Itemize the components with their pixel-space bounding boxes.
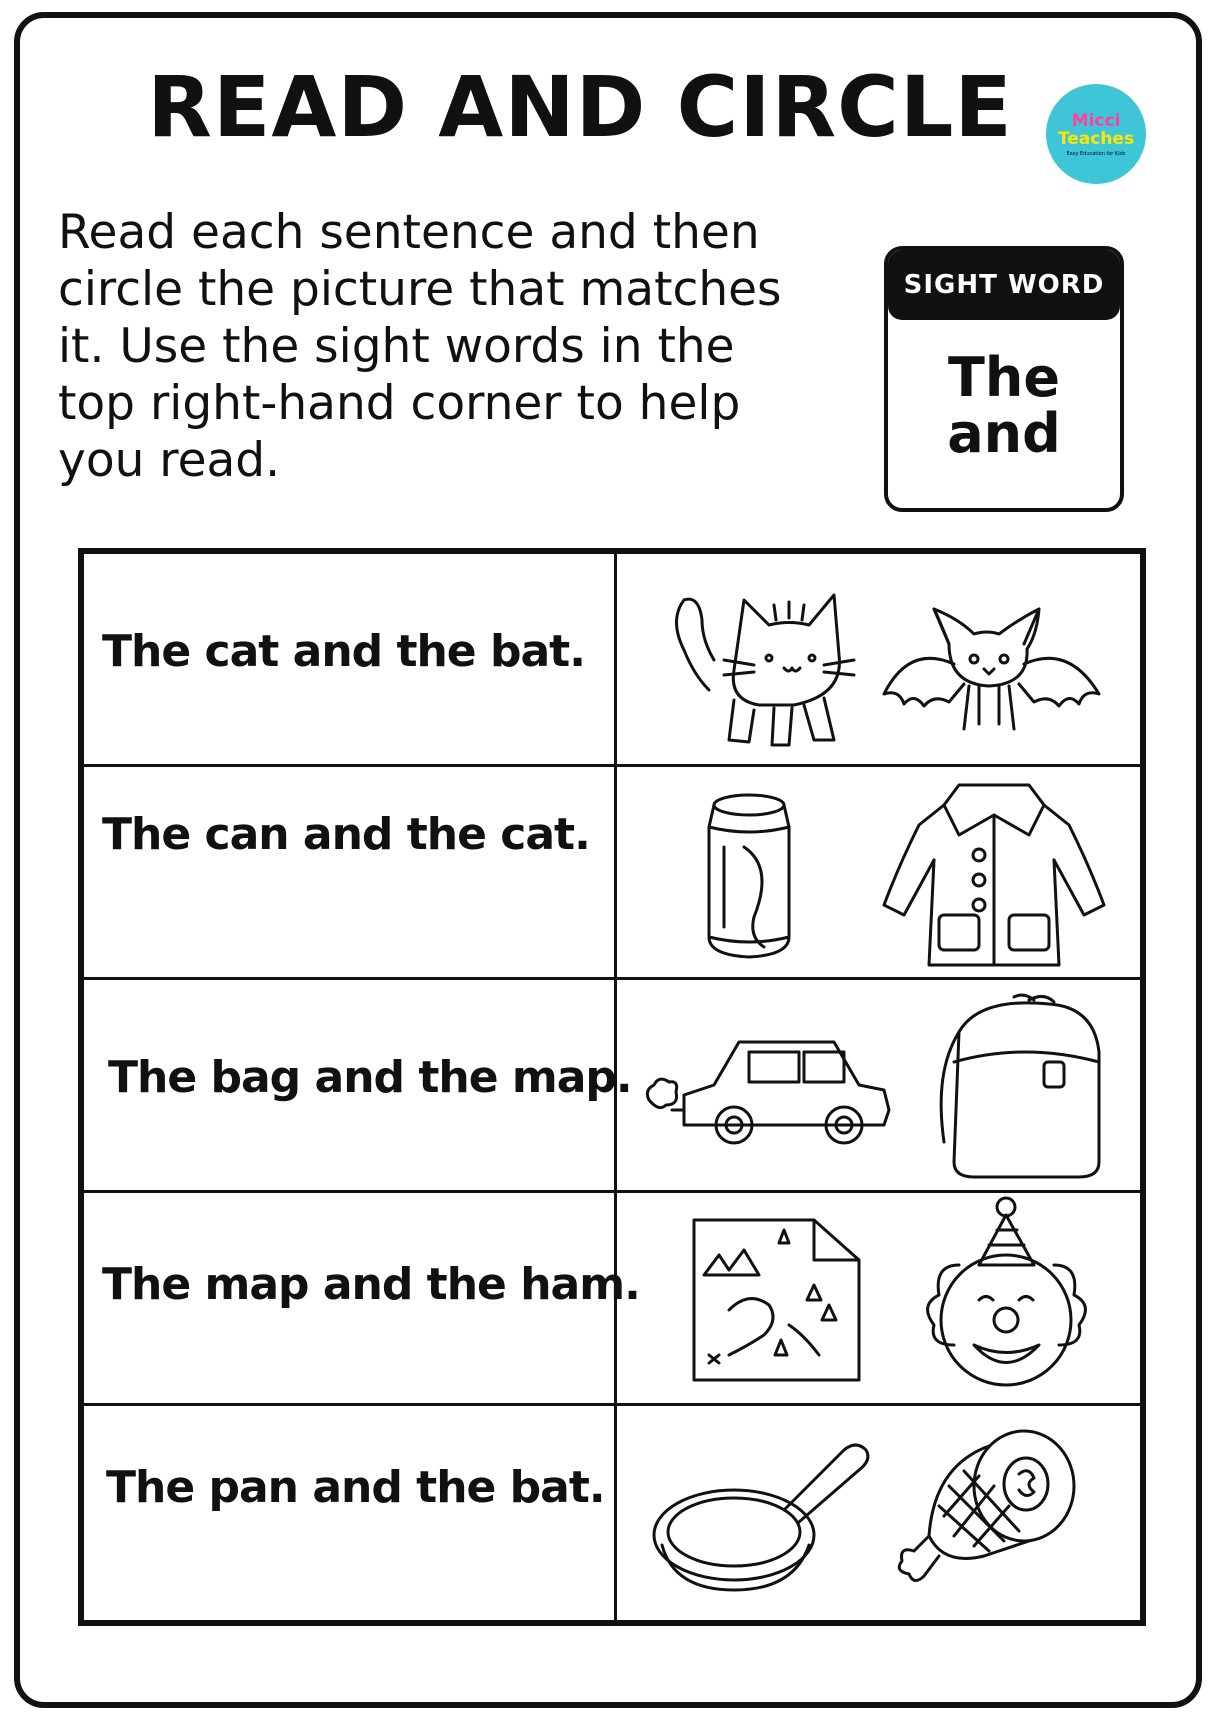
sentence-cell [84, 767, 617, 977]
car-icon[interactable] [644, 1030, 894, 1150]
sight-word-card [884, 246, 1124, 512]
table-row [84, 1406, 1140, 1620]
page-title: READ AND CIRCLE [147, 58, 1013, 156]
sentence-cell [84, 554, 617, 764]
sentence-cell [84, 1193, 640, 1403]
sight-word-header: SIGHT WORD [888, 250, 1120, 320]
frying-pan-icon[interactable] [644, 1430, 874, 1600]
table-row [84, 1193, 1140, 1406]
sentence-cell [84, 980, 632, 1190]
sentence-cell [84, 1406, 617, 1620]
logo-line-2: Teaches [1057, 128, 1135, 149]
sentence-text: The pan and the bat. [106, 1462, 605, 1513]
treasure-map-icon[interactable] [689, 1215, 864, 1385]
instructions-text: Read each sentence and then circle the picture that matches it. Use the sight words in the top right-hand corner to help you read. [58, 205, 782, 488]
ham-icon[interactable] [894, 1426, 1084, 1596]
clown-icon[interactable] [919, 1195, 1094, 1390]
logo-line-1: Micci [1071, 110, 1121, 131]
table-row [84, 980, 1140, 1193]
sight-word-2: and [947, 402, 1061, 465]
sentence-text: The can and the cat. [102, 809, 590, 860]
cat-icon[interactable] [664, 580, 864, 750]
backpack-icon[interactable] [929, 992, 1104, 1182]
coat-icon[interactable] [879, 775, 1109, 975]
exercise-table [78, 548, 1146, 1626]
table-row [84, 767, 1140, 980]
sentence-text: The bag and the map. [108, 1052, 632, 1103]
table-row [84, 554, 1140, 767]
sight-word-1: The [948, 346, 1060, 409]
soda-can-icon[interactable] [694, 787, 804, 967]
brand-logo [1046, 84, 1146, 184]
sentence-text: The cat and the bat. [102, 626, 585, 677]
bat-icon[interactable] [879, 594, 1104, 744]
sentence-text: The map and the ham. [102, 1259, 640, 1310]
logo-tagline: Easy Education for Kids [1066, 150, 1126, 157]
